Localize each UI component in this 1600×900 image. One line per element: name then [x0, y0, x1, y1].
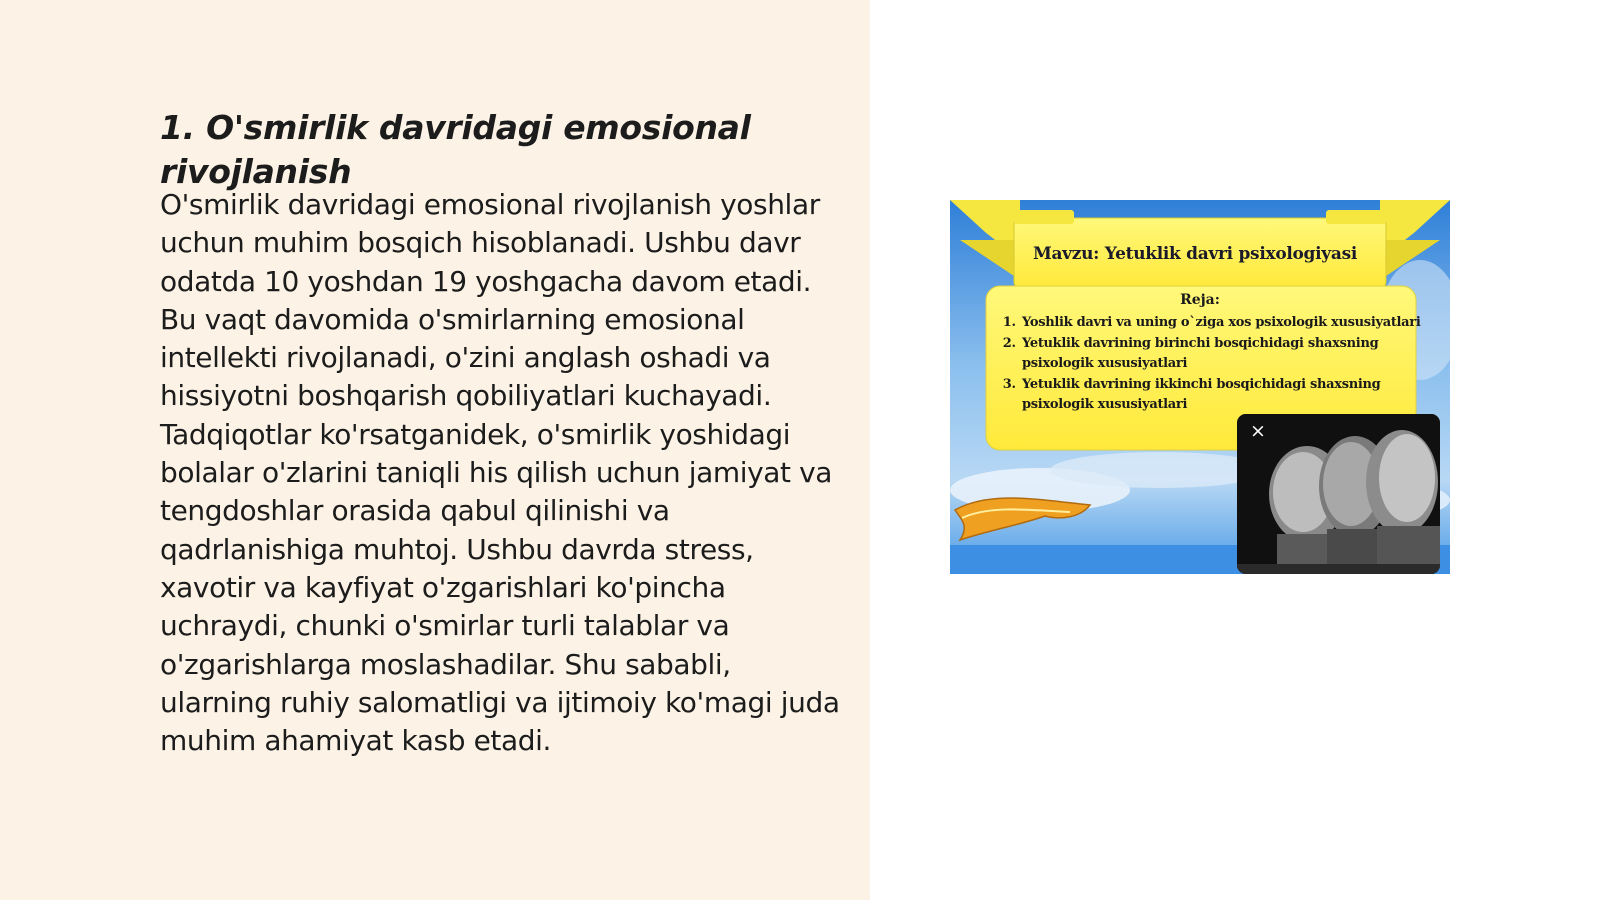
slide-thumbnail-image	[950, 200, 1450, 574]
thumbnail-plan-heading: Reja:	[1180, 292, 1220, 308]
thumbnail-plan-list	[1000, 313, 1430, 416]
thumbnail-plan-item: 1. Yoshlik davri va uning o`ziga xos psixologik xususiyatlari	[1020, 313, 1430, 334]
thumbnail-plan-item: 2. Yetuklik davrining birinchi bosqichidagi shaxsning psixologik xususiyatlari	[1020, 334, 1430, 375]
thumbnail-title: Mavzu: Yetuklik davri psixologiyasi	[1032, 244, 1358, 264]
close-icon[interactable]: ×	[1250, 420, 1266, 442]
thumbnail-plan-item: 3. Yetuklik davrining ikkinchi bosqichidagi shaxsning psixologik xususiyatlari	[1020, 375, 1430, 416]
slide-title: 1. O'smirlik davridagi emosional rivojlanish	[160, 108, 751, 191]
video-popup[interactable]	[1237, 414, 1440, 574]
slide-body-text: O'smirlik davridagi emosional rivojlanish yoshlar uchun muhim bosqich hisoblanadi. Ushbu davr odatda 10 yoshdan 19 yoshgacha davom etadi. Bu vaqt davomida o'smirlarning emosional intellekti rivojlanadi, o'zini anglash oshadi va hissiyotni boshqarish qobiliyatlari kuchayadi. Tadqiqotlar ko'rsatganidek, o'smirlik yoshidagi bolalar o'zlarini taniqli his qilish uchun jamiyat va tengdoshlar orasida qabul qilinishi va qadrlanishiga muhtoj. Ushbu davrda stress, xavotir va kayfiyat o'zgarishlari ko'pincha uchraydi, chunki o'smirlar turli talablar va o'zgarishlarga moslashadilar. Shu sababli, ularning ruhiy salomatligi va ijtimoiy ko'magi juda muhim ahamiyat kasb etadi.	[160, 188, 840, 758]
